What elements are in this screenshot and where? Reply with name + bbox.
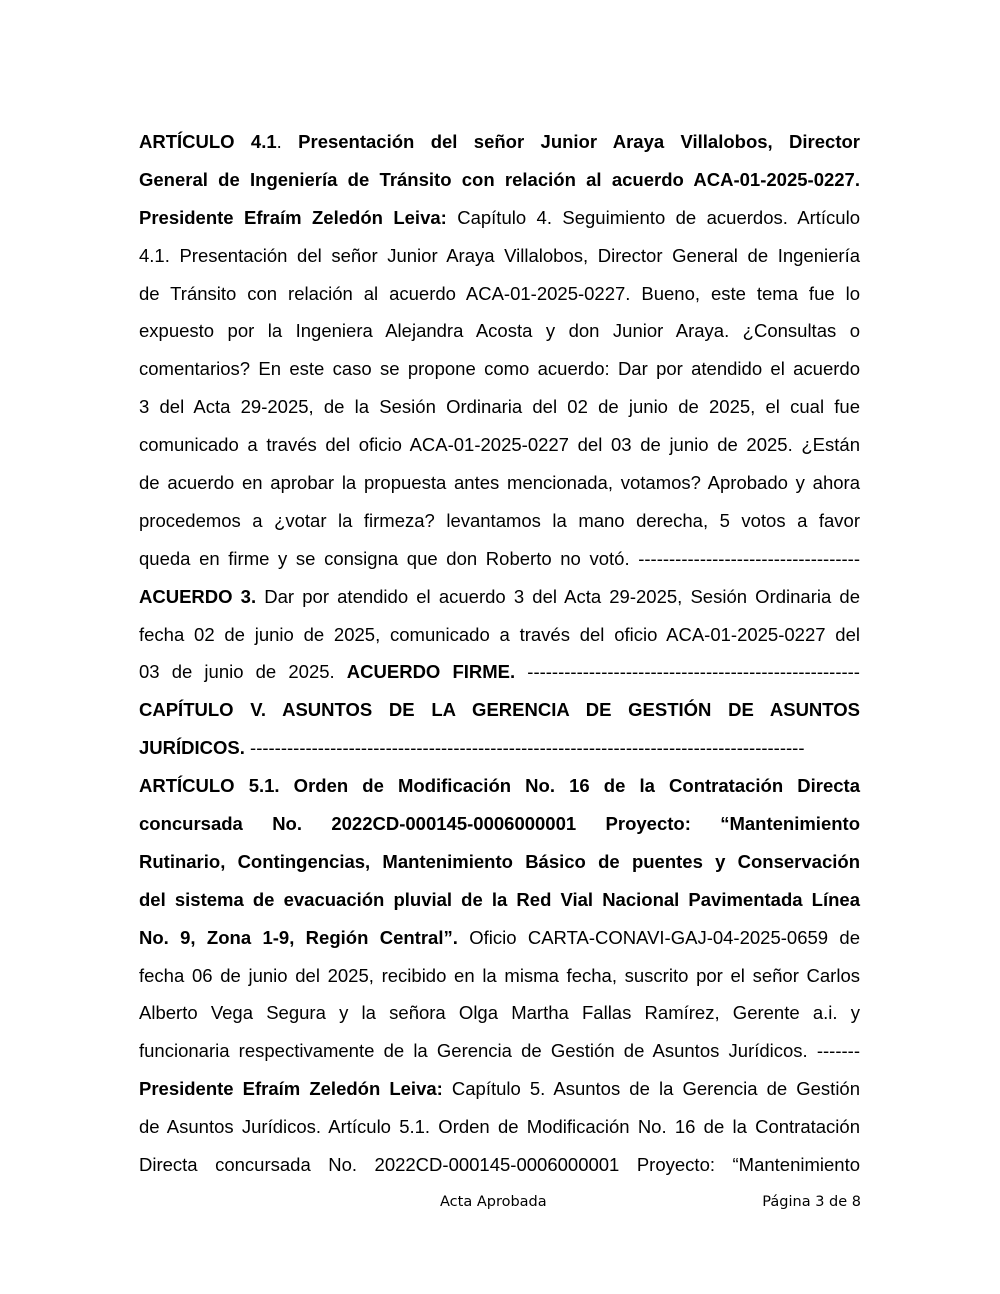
text-run: Directa concursada No. 2022CD-000145-0006000001 Proyecto: “Mantenimiento [139, 1154, 860, 1176]
bold-text: ARTÍCULO 4.1 [139, 131, 277, 152]
text-line [139, 312, 860, 350]
text-run: de Tránsito con relación al acuerdo ACA-01-2025-0227. Bueno, este tema fue lo [139, 282, 860, 304]
bold-text: del sistema de evacuación pluvial de la Red Vial Nacional Pavimentada Línea [139, 888, 860, 910]
bold-text: ACUERDO FIRME. [346, 661, 516, 683]
text-line [139, 350, 860, 388]
text-run: de Asuntos Jurídicos. Artículo 5.1. Orden de Modificación No. 16 de la Contratación [139, 1116, 860, 1138]
text-run: fecha 02 de junio de 2025, comunicado a través del oficio ACA-01-2025-0227 del [139, 623, 860, 645]
text-run: Capítulo 5. Asuntos de la Gerencia de Gestión [442, 1078, 861, 1100]
page-number: Página 3 de 8 [762, 1194, 861, 1210]
bold-text: CAPÍTULO V. ASUNTOS DE LA GERENCIA DE GESTIÓN DE ASUNTOS [139, 699, 860, 721]
bold-text: ACUERDO 3. [139, 585, 257, 607]
text-run: Alberto Vega Segura y la señora Olga Martha Fallas Ramírez, Gerente a.i. y [139, 1002, 860, 1024]
text-line [139, 1032, 860, 1070]
text-line [139, 237, 860, 275]
text-run: queda en firme y se consigna que don Roberto no votó. ------------------------------------ [139, 547, 860, 569]
text-run: funcionaria respectivamente de la Gerencia de Gestión de Asuntos Jurídicos. ------- [139, 1040, 860, 1062]
bold-text: No. 9, Zona 1-9, Región Central”. [139, 926, 458, 948]
text-run: expuesto por la Ingeniera Alejandra Acosta y don Junior Araya. ¿Consultas o [139, 320, 860, 342]
text-line [139, 426, 860, 464]
text-line [139, 1070, 860, 1108]
text-line [139, 161, 860, 199]
text-line [139, 994, 860, 1032]
text-run: Dar por atendido el acuerdo 3 del Acta 29-2025, Sesión Ordinaria de [256, 585, 860, 607]
bold-text: ARTÍCULO 5.1. Orden de Modificación No. 16 de la Contratación Directa [139, 775, 860, 797]
text-line [139, 767, 860, 805]
text-line [139, 123, 860, 161]
text-line [139, 616, 860, 654]
text-line [139, 805, 860, 843]
text-line [139, 464, 860, 502]
text-line [139, 729, 860, 767]
bold-text: JURÍDICOS. [139, 737, 245, 759]
text-line [139, 275, 860, 313]
text-run: comunicado a través del oficio ACA-01-2025-0227 del 03 de junio de 2025. ¿Están [139, 434, 860, 456]
text-line [139, 881, 860, 919]
text-run: 4.1. Presentación del señor Junior Araya Villalobos, Director General de Ingeniería [139, 244, 860, 266]
text-line [139, 540, 860, 578]
text-run: de acuerdo en aprobar la propuesta antes mencionada, votamos? Aprobado y ahora [139, 472, 860, 494]
text-line [139, 502, 860, 540]
document-body [139, 123, 860, 1184]
text-run: ------------------------------------------------------------------------------------------ [244, 737, 805, 759]
text-run: 3 del Acta 29-2025, de la Sesión Ordinaria del 02 de junio de 2025, el cual fue [139, 396, 860, 418]
bold-text: General de Ingeniería de Tránsito con relación al acuerdo ACA-01-2025-0227. [139, 168, 860, 190]
text-line [139, 919, 860, 957]
text-line [139, 1108, 860, 1146]
footer-status: Acta Aprobada [440, 1194, 547, 1210]
text-run: comentarios? En este caso se propone como acuerdo: Dar por atendido el acuerdo [139, 358, 860, 380]
text-line [139, 653, 860, 691]
bold-text: Rutinario, Contingencias, Mantenimiento Básico de puentes y Conservación [139, 850, 860, 872]
text-run: procedemos a ¿votar la firmeza? levantamos la mano derecha, 5 votos a favor [139, 509, 860, 531]
bold-text: concursada No. 2022CD-000145-0006000001 Proyecto: “Mantenimiento [139, 813, 860, 835]
bold-text: Presidente Efraím Zeledón Leiva: [139, 206, 447, 228]
bold-text: Presentación del señor Junior Araya Villalobos, Director [298, 131, 860, 152]
bold-text: Presidente Efraím Zeledón Leiva: [139, 1078, 443, 1100]
text-line [139, 691, 860, 729]
text-run: Capítulo 4. Seguimiento de acuerdos. Artículo [446, 206, 860, 228]
text-run: ------------------------------------------------------ [515, 661, 860, 683]
text-run: 03 de junio de 2025. [139, 661, 347, 683]
text-line [139, 957, 860, 995]
text-line [139, 199, 860, 237]
text-run: fecha 06 de junio del 2025, recibido en la misma fecha, suscrito por el señor Carlos [139, 964, 860, 986]
text-line [139, 843, 860, 881]
text-line [139, 1146, 860, 1184]
text-run: Oficio CARTA-CONAVI-GAJ-04-2025-0659 de [457, 926, 860, 948]
text-line [139, 578, 860, 616]
text-line [139, 388, 860, 426]
text-run: . [276, 131, 299, 152]
